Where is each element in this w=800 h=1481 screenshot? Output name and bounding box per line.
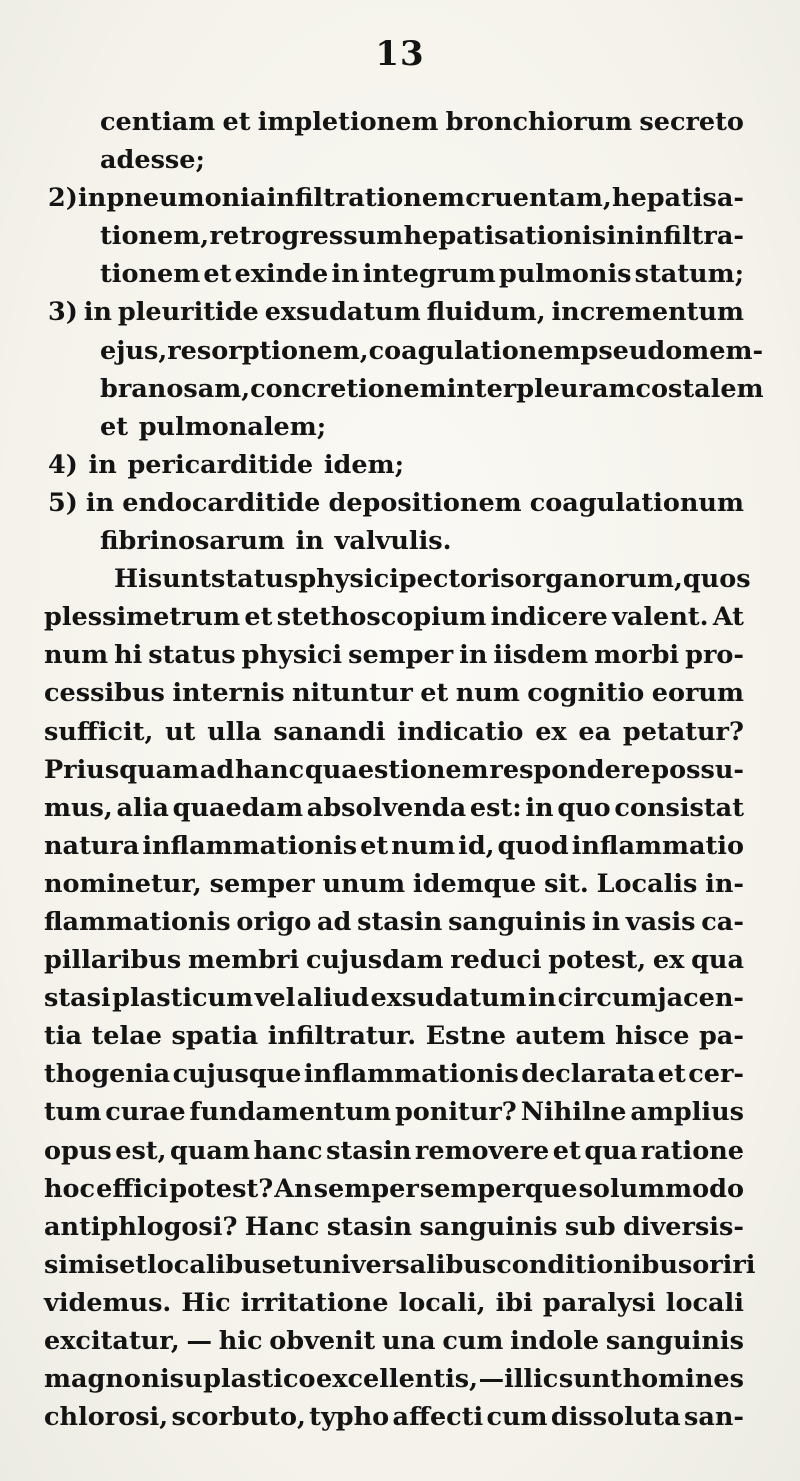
- word: hepatisationis: [403, 221, 607, 252]
- word: iisdem: [493, 640, 589, 671]
- word: locali: [665, 1287, 744, 1318]
- word: idemque: [412, 868, 537, 899]
- word: secreto: [639, 107, 744, 137]
- text-line: [44, 1093, 744, 1131]
- word: san-: [683, 1402, 744, 1433]
- word: quam: [170, 1135, 250, 1166]
- word: concretionem: [250, 373, 447, 404]
- word: in: [85, 487, 115, 518]
- word: pleuram: [516, 373, 636, 404]
- word: excitatur,: [44, 1326, 180, 1356]
- word: curae: [105, 1097, 186, 1128]
- word: petatur?: [622, 716, 744, 747]
- word: cruentam,: [465, 183, 612, 214]
- word: cessibus: [44, 678, 165, 709]
- word: spatia: [171, 1021, 259, 1052]
- word: branosam,: [100, 373, 251, 404]
- word: vel: [254, 983, 296, 1014]
- word: diversis-: [622, 1211, 744, 1242]
- word: 3): [48, 297, 78, 328]
- word: exsudatum: [370, 983, 527, 1014]
- word: stasin: [326, 1135, 412, 1166]
- word: —illic: [478, 1364, 559, 1395]
- word: quaestionem: [304, 754, 489, 785]
- word: indicere: [490, 602, 608, 633]
- word: fluidum,: [426, 297, 546, 328]
- word: semperque: [419, 1173, 578, 1204]
- word: infiltratur.: [267, 1021, 417, 1052]
- text-line: [44, 408, 744, 446]
- text-line: [44, 941, 744, 979]
- word: simis: [44, 1249, 120, 1280]
- word: in: [591, 906, 621, 937]
- word: fibrinosarum: [100, 526, 285, 557]
- word: et: [360, 830, 389, 861]
- word: infiltrationem: [266, 183, 466, 214]
- word: et: [244, 602, 273, 633]
- word: Hanc: [244, 1211, 320, 1242]
- word: et: [222, 107, 251, 137]
- word: flammationis: [44, 906, 231, 937]
- word: pa-: [698, 1021, 744, 1052]
- word: bronchiorum: [445, 107, 633, 137]
- word: pericarditide: [127, 449, 314, 480]
- word: indicatio: [397, 716, 524, 747]
- word: quaedam: [172, 792, 304, 823]
- word: aliud: [296, 983, 370, 1014]
- word: stasin: [357, 906, 443, 937]
- word: ejus,: [100, 335, 168, 366]
- word: sufficit,: [44, 716, 154, 747]
- word: Localis: [596, 868, 698, 899]
- word: cum: [442, 1326, 504, 1356]
- word: dissoluta: [550, 1402, 681, 1433]
- word: antiphlogosi?: [44, 1211, 238, 1242]
- word: ulla: [207, 716, 262, 747]
- word: chlorosi,: [44, 1402, 169, 1433]
- word: et: [100, 411, 129, 442]
- text-line: [44, 293, 744, 331]
- word: origo: [236, 906, 312, 937]
- word: declarata: [521, 1059, 656, 1090]
- text-line: [44, 865, 744, 903]
- word: physici: [298, 564, 399, 595]
- word: sanandi: [273, 716, 386, 747]
- word: incrementum: [551, 297, 744, 328]
- word: Estne: [425, 1021, 507, 1052]
- word: et: [203, 259, 232, 290]
- word: integrum: [362, 259, 496, 290]
- text-line: [44, 1132, 744, 1170]
- word: hi: [114, 640, 143, 671]
- word: —: [186, 1326, 212, 1356]
- word: videmus.: [44, 1287, 172, 1318]
- word: stethoscopium: [276, 602, 487, 633]
- word: in: [459, 640, 488, 671]
- word: pillaribus: [44, 945, 182, 976]
- text-line: [44, 484, 744, 522]
- word: scorbuto,: [171, 1402, 306, 1433]
- word: 4): [48, 449, 78, 480]
- word: valvulis.: [334, 526, 452, 557]
- word: inter: [446, 373, 517, 404]
- body-text: [44, 103, 764, 1436]
- word: ad: [199, 754, 235, 785]
- word: alia: [116, 792, 169, 823]
- word: quos: [682, 564, 751, 595]
- word: vasis: [625, 906, 696, 937]
- text-line: [44, 674, 744, 712]
- text-line: [44, 979, 744, 1017]
- word: exsudatum: [264, 297, 421, 328]
- word: una: [381, 1326, 436, 1356]
- word: internis: [172, 678, 285, 709]
- text-line: [44, 1360, 744, 1398]
- word: Priusquam: [44, 754, 200, 785]
- word: in: [88, 449, 117, 480]
- word: ut: [165, 716, 196, 747]
- word: id,: [458, 830, 495, 861]
- word: cognitio: [527, 678, 645, 709]
- word: resorptionem,: [167, 335, 369, 366]
- word: num: [455, 678, 520, 709]
- word: pro-: [685, 640, 744, 671]
- word: hisce: [615, 1021, 690, 1052]
- text-line: [44, 1322, 744, 1360]
- text-line: [44, 1398, 744, 1436]
- text-line: [44, 560, 751, 598]
- word: status: [211, 564, 299, 595]
- word: sanguinis: [448, 906, 587, 937]
- word: num: [391, 830, 456, 861]
- word: ca-: [701, 906, 744, 937]
- text-line: [44, 1246, 756, 1284]
- word: eorum: [651, 678, 744, 709]
- word: sub: [564, 1211, 616, 1242]
- word: telae: [91, 1021, 162, 1052]
- word: locali,: [398, 1287, 486, 1318]
- word: in: [78, 183, 107, 214]
- text-line: [44, 255, 744, 293]
- word: pseudomem-: [580, 335, 764, 366]
- word: in: [83, 297, 112, 328]
- word: potest?: [169, 1173, 274, 1204]
- word: cum: [486, 1402, 548, 1433]
- text-line: [44, 1017, 744, 1055]
- word: in: [295, 526, 324, 557]
- word: num: [44, 640, 109, 671]
- word: thogenia: [44, 1059, 171, 1090]
- word: ex: [652, 945, 685, 976]
- word: et: [119, 1249, 148, 1280]
- word: localibus: [147, 1249, 276, 1280]
- word: excellentis,: [316, 1364, 479, 1395]
- word: paralysi: [542, 1287, 656, 1318]
- word: coagulationum: [529, 487, 744, 518]
- word: adesse;: [100, 145, 205, 176]
- word: homines: [622, 1364, 744, 1395]
- word: inflammationis: [142, 830, 358, 861]
- word: unum: [322, 868, 406, 899]
- word: mus,: [44, 792, 113, 823]
- page-number: 13: [375, 34, 425, 74]
- word: circumjacen-: [557, 983, 744, 1014]
- word: valent.: [612, 602, 709, 633]
- word: autem: [515, 1021, 606, 1052]
- word: ad: [317, 906, 352, 937]
- word: stasi: [44, 983, 111, 1014]
- word: indole: [510, 1326, 600, 1356]
- word: cujusque: [172, 1059, 302, 1090]
- word: consistat: [614, 792, 744, 823]
- word: cujusdam: [305, 945, 444, 976]
- word: hanc: [235, 754, 305, 785]
- word: At: [712, 602, 744, 633]
- word: est,: [115, 1135, 167, 1166]
- word: hanc: [253, 1135, 323, 1166]
- text-line: [44, 1284, 744, 1322]
- word: sanguinis: [605, 1326, 744, 1356]
- word: oriri: [692, 1249, 756, 1280]
- text-line: [44, 217, 744, 255]
- text-line: [44, 827, 744, 865]
- text-line: [44, 1170, 744, 1208]
- word: centiam: [100, 107, 216, 137]
- word: quo: [557, 792, 611, 823]
- word: hoc: [44, 1173, 96, 1204]
- word: idem;: [323, 449, 404, 480]
- word: nituntur: [292, 678, 413, 709]
- text-line: [44, 1055, 744, 1093]
- word: tum: [44, 1097, 102, 1128]
- word: 5): [48, 487, 78, 518]
- word: physici: [241, 640, 343, 671]
- text-line: [44, 446, 744, 484]
- text-line: [44, 1208, 744, 1246]
- word: hepatisa-: [611, 183, 744, 214]
- word: et: [420, 678, 449, 709]
- text-line: [44, 751, 744, 789]
- word: in: [331, 259, 360, 290]
- word: tionem,: [100, 221, 210, 252]
- word: nisu: [141, 1364, 203, 1395]
- word: possu-: [651, 754, 744, 785]
- word: affecti: [392, 1402, 484, 1433]
- word: et: [275, 1249, 304, 1280]
- word: plasticum: [112, 983, 254, 1014]
- word: pleuritide: [117, 297, 259, 328]
- text-line: [44, 179, 744, 217]
- word: exinde: [234, 259, 329, 290]
- word: in-: [705, 868, 744, 899]
- word: status: [148, 640, 236, 671]
- word: obvenit: [269, 1326, 376, 1356]
- word: potest,: [548, 945, 647, 976]
- word: in: [606, 221, 635, 252]
- word: infiltra-: [635, 221, 744, 252]
- word: pulmonis: [498, 259, 632, 290]
- word: ratione: [640, 1135, 744, 1166]
- word: sunt: [147, 564, 211, 595]
- word: opus: [44, 1135, 112, 1166]
- word: reduci: [450, 945, 542, 976]
- word: impletionem: [257, 107, 439, 137]
- word: sunt: [558, 1364, 623, 1395]
- word: stasin: [326, 1211, 413, 1242]
- word: hic: [218, 1326, 263, 1356]
- text-line: [44, 636, 744, 674]
- word: conditionibus: [496, 1249, 693, 1280]
- word: fundamentum: [189, 1097, 391, 1128]
- word: qua: [584, 1135, 638, 1166]
- word: Hic: [181, 1287, 231, 1318]
- word: et: [657, 1059, 686, 1090]
- word: qua: [691, 945, 744, 976]
- word: typho: [309, 1402, 390, 1433]
- text-line: [44, 713, 744, 751]
- word: removere: [414, 1135, 550, 1166]
- word: membri: [188, 945, 300, 976]
- word: irritatione: [240, 1287, 389, 1318]
- text-line: [44, 789, 744, 827]
- text-line: [44, 332, 764, 370]
- word: semper: [209, 868, 315, 899]
- word: in: [527, 983, 557, 1014]
- text-line: [44, 598, 744, 636]
- word: inflammationis: [303, 1059, 519, 1090]
- word: ex: [535, 716, 567, 747]
- word: nominetur,: [44, 868, 202, 899]
- text-line: [44, 522, 744, 560]
- word: cer-: [688, 1059, 744, 1090]
- word: depositionem: [328, 487, 522, 518]
- word: sanguinis: [419, 1211, 558, 1242]
- word: ponitur?: [394, 1097, 517, 1128]
- word: Nihilne: [520, 1097, 627, 1128]
- text-line: [44, 903, 744, 941]
- word: endocarditide: [122, 487, 321, 518]
- text-line: [44, 141, 744, 179]
- word: semper: [348, 640, 454, 671]
- word: magno: [44, 1364, 141, 1395]
- word: est:: [469, 792, 522, 823]
- word: 2): [48, 183, 78, 214]
- word: amplius: [630, 1097, 744, 1128]
- word: plastico: [203, 1364, 316, 1395]
- text-line: [44, 370, 764, 408]
- word: statum;: [634, 259, 744, 290]
- word: ibi: [495, 1287, 533, 1318]
- word: semper: [313, 1173, 419, 1204]
- word: solummodo: [578, 1173, 744, 1204]
- word: respondere: [489, 754, 651, 785]
- word: pectoris: [398, 564, 515, 595]
- word: tionem: [100, 259, 201, 290]
- word: costalem: [635, 373, 764, 404]
- word: retrogressum: [209, 221, 404, 252]
- word: organorum,: [514, 564, 683, 595]
- word: morbi: [594, 640, 680, 671]
- word: universalibus: [303, 1249, 497, 1280]
- word: sit.: [544, 868, 589, 899]
- word: An: [274, 1173, 313, 1204]
- word: ea: [578, 716, 612, 747]
- word: inflammatio: [571, 830, 744, 861]
- word: in: [525, 792, 554, 823]
- word: coagulationem: [368, 335, 581, 366]
- word: absolvenda: [306, 792, 467, 823]
- word: tia: [44, 1021, 82, 1052]
- word: et: [552, 1135, 581, 1166]
- word: Hi: [114, 564, 148, 595]
- text-line: [44, 103, 744, 141]
- word: quod: [497, 830, 569, 861]
- word: natura: [44, 830, 140, 861]
- word: plessimetrum: [44, 602, 241, 633]
- word: effici: [96, 1173, 169, 1204]
- word: pneumonia: [106, 183, 267, 214]
- word: pulmonalem;: [138, 411, 327, 442]
